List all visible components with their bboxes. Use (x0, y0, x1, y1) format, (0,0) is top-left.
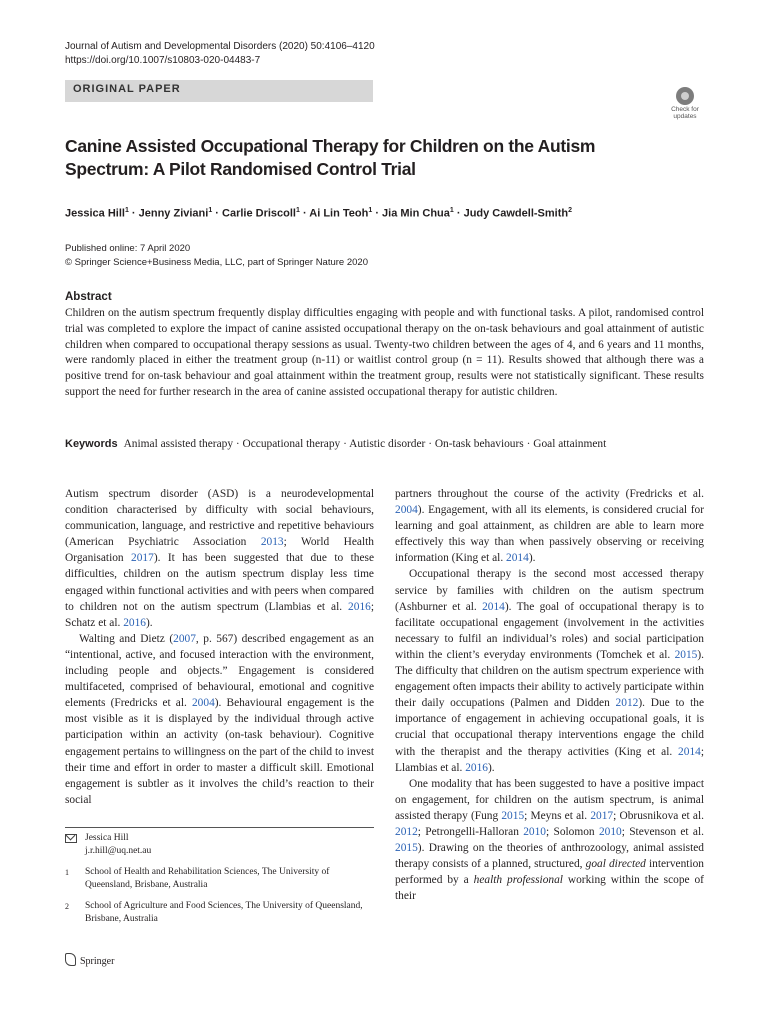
citation-link[interactable]: 2017 (590, 809, 614, 822)
author-separator: · (372, 207, 383, 220)
body-text: , p. 567) described engagement as an “intentional, active, and focused interaction with the environment, including people and objects.” Engagement is considered multifaceted, comprised of behavioural, emotional and cognitive elements (Fredricks et al. (65, 632, 374, 710)
author-name[interactable]: Jia Min Chua (382, 207, 450, 220)
affiliation-text: School of Agriculture and Food Sciences, The University of Queensland, Brisbane, Australia (85, 901, 363, 924)
copyright-notice: © Springer Science+Business Media, LLC, part of Springer Nature 2020 (65, 257, 368, 268)
citation-link[interactable]: 2007 (173, 632, 196, 645)
check-for-updates-label: Check for updates (671, 106, 699, 120)
abstract-heading: Abstract (65, 291, 112, 303)
emphasis-text: health professional (473, 874, 563, 887)
author-affiliation-mark: 1 (449, 207, 454, 214)
citation-link[interactable]: 2014 (678, 745, 701, 758)
body-paragraph (395, 486, 704, 566)
body-text: ). Behavioural engagement is the most visible as it is displayed by the individual through active participation within an activity (on-task behaviour). Cognitive engagement pertains to willingness on the part of the child to invest their time and effort in order to master a difficult skill. Emotional engagement is subtler as it involves the child’s reaction to their social (65, 697, 374, 806)
author-separator: · (453, 207, 464, 220)
emphasis-text: goal directed (585, 858, 646, 871)
keywords-text: Animal assisted therapy · Occupational therapy · Autistic disorder · On-task behaviours · Goal attainment (123, 438, 607, 450)
citation-link[interactable]: 2016 (348, 600, 371, 613)
body-text: ; World Health Organisation (65, 536, 374, 565)
check-for-updates-button[interactable] (664, 84, 704, 124)
author-list (65, 203, 705, 222)
body-text: Autism spectrum disorder (ASD) is a neurodevelopmental condition characterised by difficulty with social behaviours, communication, language, and restrictive and repetitive behaviours (American Psychiatric Association (65, 488, 374, 549)
body-text: ). (488, 761, 495, 774)
body-text: ; Meyns et al. (524, 809, 591, 822)
author-name[interactable]: Jessica Hill (65, 207, 125, 220)
envelope-icon (65, 834, 77, 843)
body-text: working within the scope of their (395, 874, 704, 903)
author-name[interactable]: Jenny Ziviani (138, 207, 209, 220)
affiliation-2 (65, 900, 374, 926)
journal-header (65, 40, 375, 68)
body-text: ; Obrusnikova et al. (613, 809, 704, 822)
author-affiliation-mark: 1 (368, 207, 373, 214)
author-affiliation-mark: 1 (296, 207, 300, 214)
body-text: ). (528, 552, 536, 565)
body-text: ; Llambias et al. (395, 745, 704, 774)
footnotes (65, 832, 374, 934)
author-name[interactable]: Judy Cawdell-Smith (463, 207, 569, 220)
body-text: intervention performed by a (395, 858, 705, 887)
citation-link[interactable]: 2004 (395, 504, 418, 517)
body-paragraph (65, 631, 374, 808)
body-text: ). The difficulty that children on the autism spectrum experience with engagement often impacts their ability to actively participate within their daily occupations (Palmen and Didden (395, 648, 704, 710)
body-text: ). It has been suggested that due to these difficulties, children on the autism spectrum display less time engaged within functional activities and with peers when compared to children not on the autism spectrum (Llambias et al. (65, 552, 374, 613)
author-separator: · (212, 207, 223, 220)
author-affiliation-mark: 1 (208, 207, 213, 214)
body-column-left (65, 486, 374, 808)
author-name[interactable]: Carlie Driscoll (222, 207, 296, 220)
citation-link[interactable]: 2016 (123, 616, 146, 629)
citation-link[interactable]: 2014 (506, 552, 529, 565)
affiliation-mark: 1 (65, 868, 69, 877)
article-type-label: ORIGINAL PAPER (73, 83, 181, 95)
corresponding-author-name: Jessica Hill (85, 833, 129, 843)
footnote-divider (65, 827, 374, 828)
citation-link[interactable]: 2013 (260, 536, 284, 549)
body-text: ). (145, 616, 153, 629)
body-text: ; Schatz et al. (65, 600, 374, 629)
citation-link[interactable]: 2015 (395, 842, 418, 855)
body-text: ). Drawing on the theories of anthrozoology, animal assisted therapy consists of a planned, structured, (395, 842, 704, 871)
citation-link[interactable]: 2004 (191, 697, 215, 710)
citation-link[interactable]: 2012 (395, 825, 418, 838)
citation-link[interactable]: 2017 (131, 552, 154, 565)
keywords-line (65, 437, 715, 452)
corresponding-author (65, 832, 374, 858)
body-paragraph (395, 566, 704, 775)
citation-link[interactable]: 2010 (598, 825, 622, 838)
citation-link[interactable]: 2015 (501, 809, 525, 822)
body-text: Walting and Dietz ( (79, 632, 174, 645)
affiliation-1 (65, 866, 374, 892)
springer-horse-icon (65, 953, 76, 966)
body-text: ; Solomon (546, 825, 599, 838)
citation-link[interactable]: 2012 (615, 697, 639, 710)
affiliation-mark: 2 (65, 902, 69, 911)
publisher-name: Springer (80, 956, 115, 967)
body-text: ; Stevenson et al. (621, 825, 704, 838)
article-type-banner (65, 80, 373, 102)
author-name[interactable]: Ai Lin Teoh (309, 207, 369, 220)
author-affiliation-mark: 2 (568, 207, 573, 214)
doi-link[interactable]: https://doi.org/10.1007/s10803-020-04483-7 (65, 55, 261, 66)
body-text: ; Petrongelli-Halloran (417, 825, 524, 838)
author-separator: · (128, 207, 139, 220)
citation-link[interactable]: 2014 (482, 600, 505, 613)
affiliation-text: School of Health and Rehabilitation Sciences, The University of Queensland, Brisbane, Australia (85, 867, 330, 890)
body-paragraph (395, 776, 704, 905)
body-paragraph (65, 486, 374, 631)
corresponding-author-email[interactable]: j.r.hill@uq.net.au (85, 846, 152, 856)
crossmark-icon (676, 87, 694, 105)
citation-link[interactable]: 2016 (465, 761, 488, 774)
body-text: ). Due to the importance of engagement in achieving occupational goals, it is crucial that occupational therapy interventions engage the child with the therapist and the therapy activities (King et al. (395, 697, 704, 758)
body-column-right (395, 486, 704, 904)
publisher-footer (65, 953, 114, 969)
keywords-label: Keywords (65, 438, 118, 450)
author-separator: · (299, 207, 310, 220)
journal-citation: Journal of Autism and Developmental Disorders (2020) 50:4106–4120 (65, 41, 375, 52)
body-text: Occupational therapy is the second most accessed therapy service by families with children on the autism spectrum (Ashburner et al. (395, 568, 704, 613)
body-text: ). The goal of occupational therapy is to facilitate occupational engagement (involvement in the activities necessary to fulfil an individual’s roles) and social participation within the client’s everyday environments (Tomchek et al. (395, 600, 704, 661)
abstract-text: Children on the autism spectrum frequently display difficulties engaging with people and with functional tasks. A pilot, randomised control trial was completed to explore the impact of canine assisted occupational therapy on the on-task behaviours and goal attainment of autistic children when compared to occupational therapy sessions as usual. Twenty-two children between the ages of 4, and 6 years and 11 months, were randomly placed in either the treatment group (n-11) or waitlist control group (n = 11). Results showed that although there was a positive trend for on-task behaviour and goal attainment within the treatment group, results were not statistically significant. These results support the need for further research in the area of canine assisted occupational therapy for autistic children. (65, 307, 704, 398)
citation-link[interactable]: 2010 (523, 825, 546, 838)
publication-info (65, 242, 368, 270)
paper-title: Canine Assisted Occupational Therapy for Children on the Autism Spectrum: A Pilot Randomised Control Trial (65, 136, 596, 179)
body-text: partners throughout the course of the activity (Fredricks et al. (395, 488, 704, 500)
body-text: One modality that has been suggested to have a positive impact on engagement, for children on the autism spectrum, is animal assisted therapy (Fung (395, 777, 704, 822)
citation-link[interactable]: 2015 (674, 648, 698, 661)
body-text: ). Engagement, with all its elements, is considered crucial for learning and goal attainment, as children are able to learn more effectively this way than when passively observing or receiving information (King et al. (395, 504, 704, 565)
published-date: Published online: 7 April 2020 (65, 243, 191, 254)
author-affiliation-mark: 1 (124, 207, 129, 214)
